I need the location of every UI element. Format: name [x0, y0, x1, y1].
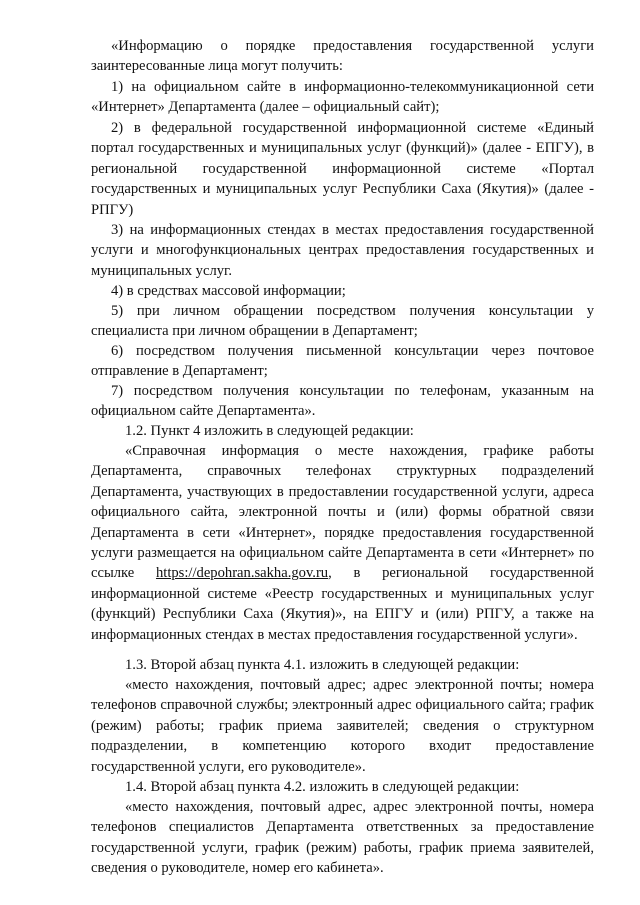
section-1-2-heading: 1.2. Пункт 4 изложить в следующей редакции:	[125, 423, 414, 439]
list-item-official-site: 1) на официальном сайте в информационно-телекоммуникационной сети «Интернет» Департамента (далее – официальный сайт);	[91, 79, 594, 116]
list-item-media: 4) в средствах массовой информации;	[111, 283, 346, 299]
official-site-link[interactable]: https://depohran.sakha.gov.ru	[155, 565, 329, 582]
list-item-stands: 3) на информационных стендах в местах предоставления государственной услуги и многофункциональных центрах предоставления государственных и муниципальных услуг.	[91, 222, 594, 279]
list-item-personal: 5) при личном обращении посредством получения консультации у специалиста при личном обращении в Департамент;	[91, 303, 594, 340]
list-item-written: 6) посредством получения письменной консультации через почтовое отправление в Департамент;	[91, 343, 594, 380]
paragraph-location-4-1: «место нахождения, почтовый адрес; адрес электронной почты; номера телефонов справочной службы; электронный адрес официального сайта; график (режим) работы; график приема заявителей; сведения о структурном подразделении, в компетенцию которого входит предоставление государственной услуги, его руководителе».	[91, 677, 594, 775]
list-item-phone: 7) посредством получения консультации по телефонам, указанным на официальном сайте Департамента».	[91, 383, 594, 420]
section-1-4-heading: 1.4. Второй абзац пункта 4.2. изложить в следующей редакции:	[125, 779, 520, 795]
paragraph-info-intro: «Информацию о порядке предоставления государственной услуги заинтересованные лица могут получить:	[91, 38, 594, 75]
reference-info-text-before: «Справочная информация о месте нахождения, графике работы Департамента, справочных телефонах структурных подразделений Департамента, участвующих в предоставлении государственной услуги, адреса официального сайта, электронной почты и (или) формы обратной связи Департамента в сети «Интернет», порядке предоставления государственной услуги размещается на официальном сайте Департамента в сети «Интернет» по ссылке	[91, 443, 594, 582]
paragraph-reference-info	[91, 441, 594, 645]
section-1-3-heading: 1.3. Второй абзац пункта 4.1. изложить в следующей редакции:	[125, 657, 520, 673]
list-item-epgu: 2) в федеральной государственной информационной системе «Единый портал государственных и муниципальных услуг (функций)» (далее - ЕПГУ), в региональной государственной информационной системе «Портал государственных и муниципальных услуг Республики Саха (Якутия)» (далее - РПГУ)	[91, 120, 594, 218]
reference-info-text-after: , в региональной государственной информационной системе «Реестр государственных и муниципальных услуг (функций) Республики Саха (Якутия)», на ЕПГУ и (или) РПГУ, а также на информационных стендах в местах предоставления государственной услуги».	[91, 565, 594, 643]
paragraph-location-4-2: «место нахождения, почтовый адрес, адрес электронной почты, номера телефонов специалистов Департамента ответственных за предоставление государственной услуги, график (режим) работы, график приема заявителей, сведения о руководителе, номер его кабинета».	[91, 799, 594, 877]
